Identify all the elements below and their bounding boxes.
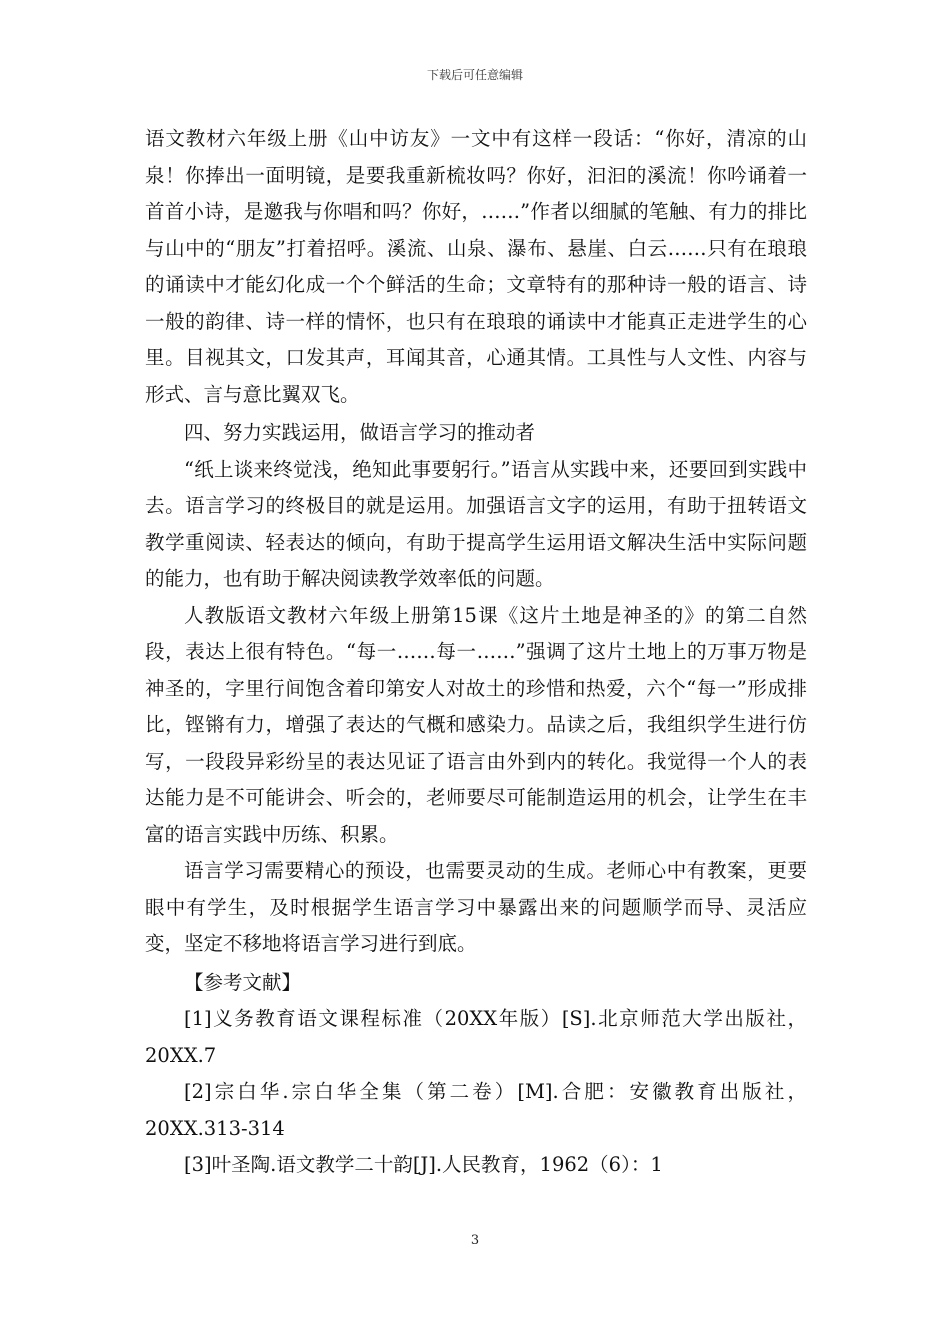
body-text bbox=[145, 121, 807, 1184]
paragraph-conclusion: 语言学习需要精心的预设，也需要灵动的生成。老师心中有教案，更要眼中有学生，及时根据学生语言学习中暴露出来的问题顺学而导、灵活应变，坚定不移地将语言学习进行到底。 bbox=[145, 859, 807, 955]
section-heading: 四、努力实践运用，做语言学习的推动者 bbox=[184, 421, 536, 444]
references-section bbox=[145, 965, 807, 1184]
reference-item: [2]宗白华.宗白华全集（第二卷）[M].合肥：安徽教育出版社，20XX.313-314 bbox=[145, 1080, 807, 1140]
paragraph-lesson-15: 人教版语文教材六年级上册第15课《这片土地是神圣的》的第二自然段，表达上很有特色。“每一……每一……”强调了这片土地上的万事万物是神圣的，字里行间饱含着印第安人对故土的珍惜和热爱，六个“每一”形成排比，铿锵有力，增强了表达的气概和感染力。品读之后，我组织学生进行仿写，一段段异彩纷呈的表达见证了语言由外到内的转化。我觉得一个人的表达能力是不可能讲会、听会的，老师要尽可能制造运用的机会，让学生在丰富的语言实践中历练、积累。 bbox=[145, 603, 807, 846]
reference-item: [3]叶圣陶.语文教学二十韵[J].人民教育，1962（6）：1 bbox=[184, 1153, 663, 1176]
page-header: 下载后可任意编辑 bbox=[426, 68, 523, 82]
references-title: 【参考文献】 bbox=[184, 970, 302, 994]
page-number: 3 bbox=[470, 1233, 480, 1248]
paragraph-practice: “纸上谈来终觉浅，绝知此事要躬行。”语言从实践中来，还要回到实践中去。语言学习的终极目的就是运用。加强语言文字的运用，有助于扭转语文教学重阅读、轻表达的倾向，有助于提高学生运用语文解决生活中实际问题的能力，也有助于解决阅读教学效率低的问题。 bbox=[145, 457, 807, 590]
reference-item: [1]义务教育语文课程标准（20XX年版）[S].北京师范大学出版社，20XX.7 bbox=[145, 1007, 807, 1067]
paragraph-shanzhongfangyou: 语文教材六年级上册《山中访友》一文中有这样一段话：“你好，清凉的山泉！你捧出一面明镜，是要我重新梳妆吗？你好，汩汩的溪流！你吟诵着一首首小诗，是邀我与你唱和吗？你好，……”作者以细腻的笔触、有力的排比与山中的“朋友”打着招呼。溪流、山泉、瀑布、悬崖、白云……只有在琅琅的诵读中才能幻化成一个个鲜活的生命；文章特有的那种诗一般的语言、诗一般的韵律、诗一样的情怀，也只有在琅琅的诵读中才能真正走进学生的心里。目视其文，口发其声，耳闻其音，心通其情。工具性与人文性、内容与形式、言与意比翼双飞。 bbox=[145, 127, 807, 406]
